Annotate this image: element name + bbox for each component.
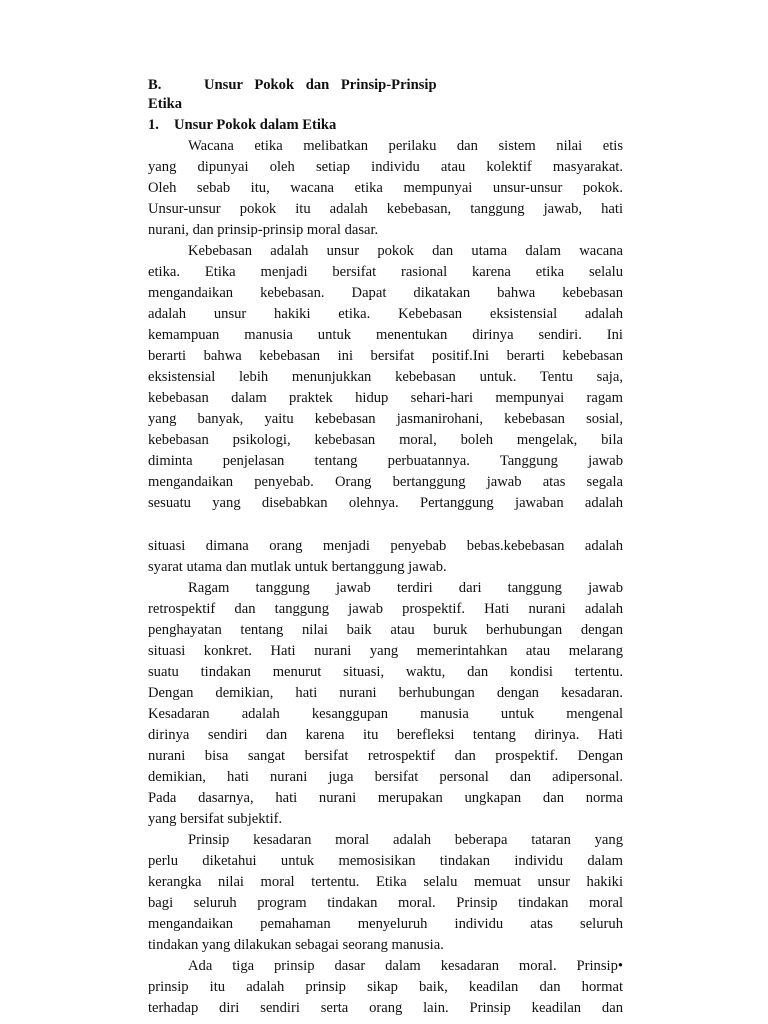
section-title: Unsur Pokok dan Prinsip-Prinsip [204,77,437,93]
paragraph-line: bagi seluruh program tindakan moral. Prinsip tindakan moral [148,895,623,911]
paragraph-line: Kebebasan adalah unsur pokok dan utama dalam wacana [188,243,623,259]
subsection-heading [148,114,623,136]
section-letter: B. [148,77,162,93]
paragraph-line: kebebasan psikologi, kebebasan moral, boleh mengelak, bila [148,432,623,448]
paragraph-line: sesuatu yang disebabkan olehnya. Pertanggung jawaban adalah [148,495,623,511]
paragraph-line: nurani bisa sangat bersifat retrospektif dan prospektif. Dengan [148,748,623,764]
paragraph-line: Wacana etika melibatkan perilaku dan sistem nilai etis [188,138,623,154]
paragraph-line: terhadap diri sendiri serta orang lain. Prinsip keadilan dan [148,1000,623,1016]
paragraph-line: yang dipunyai oleh setiap individu atau kolektif masyarakat. [148,159,623,175]
subsection-number: 1. [148,117,159,133]
paragraph-line: Ada tiga prinsip dasar dalam kesadaran moral. Prinsip• [188,958,623,974]
paragraph-continued [148,536,623,578]
paragraph-line: tindakan yang dilakukan sebagai seorang manusia. [148,937,444,953]
paragraph-line: dirinya sendiri dan karena itu berefleksi tentang dirinya. Hati [148,727,623,743]
paragraph-line: kerangka nilai moral tertentu. Etika selalu memuat unsur hakiki [148,874,623,890]
section-heading [148,76,623,114]
paragraph-5 [148,956,623,1019]
paragraph-line: situasi dimana orang menjadi penyebab bebas.kebebasan adalah [148,538,623,554]
paragraph-line: kemampuan manusia untuk menentukan dirinya sendiri. Ini [148,327,623,343]
paragraph-3 [148,578,623,830]
paragraph-line: Ragam tanggung jawab terdiri dari tanggung jawab [188,580,623,596]
paragraph-1 [148,136,623,241]
paragraph-line: retrospektif dan tanggung jawab prospektif. Hati nurani adalah [148,601,623,617]
paragraph-line: nurani, dan prinsip-prinsip moral dasar. [148,222,379,238]
paragraph-line: yang banyak, yaitu kebebasan jasmanirohani, kebebasan sosial, [148,411,623,427]
paragraph-line: Kesadaran adalah kesanggupan manusia untuk mengenal [148,706,623,722]
paragraph-line: yang bersifat subjektif. [148,811,283,827]
paragraph-line: etika. Etika menjadi bersifat rasional karena etika selalu [148,264,623,280]
paragraph-line: situasi konkret. Hati nurani yang memerintahkan atau melarang [148,643,623,659]
paragraph-line: mengandaikan pemahaman menyeluruh individu atas seluruh [148,916,623,932]
paragraph-line: eksistensial lebih menunjukkan kebebasan untuk. Tentu saja, [148,369,623,385]
subsection-title: Unsur Pokok dalam Etika [174,117,337,133]
paragraph-4 [148,830,623,956]
paragraph-line: prinsip itu adalah prinsip sikap baik, keadilan dan hormat [148,979,623,995]
paragraph-line: demikian, hati nurani juga bersifat personal dan adipersonal. [148,769,623,785]
text-block-top [148,136,623,514]
paragraph-line: kebebasan dalam praktek hidup sehari-hari mempunyai ragam [148,390,623,406]
paragraph-line: diminta penjelasan tentang perbuatannya. Tanggung jawab [148,453,623,469]
paragraph-line: Dengan demikian, hati nurani berhubungan dengan kesadaran. [148,685,623,701]
paragraph-line: mengandaikan penyebab. Orang bertanggung jawab atas segala [148,474,623,490]
text-block-bottom [148,536,623,1019]
paragraph-line: syarat utama dan mutlak untuk bertanggung jawab. [148,559,447,575]
paragraph-line: Prinsip kesadaran moral adalah beberapa tataran yang [188,832,623,848]
paragraph-line: Pada dasarnya, hati nurani merupakan ungkapan dan norma [148,790,623,806]
paragraph-line: berarti bahwa kebebasan ini bersifat positif.Ini berarti kebebasan [148,348,623,364]
document-page [148,76,623,1016]
paragraph-line: perlu diketahui untuk memosisikan tindakan individu dalam [148,853,623,869]
paragraph-line: penghayatan tentang nilai baik atau buruk berhubungan dengan [148,622,623,638]
paragraph-2 [148,241,623,514]
paragraph-line: mengandaikan kebebasan. Dapat dikatakan bahwa kebebasan [148,285,623,301]
paragraph-line: Unsur-unsur pokok itu adalah kebebasan, tanggung jawab, hati [148,201,623,217]
paragraph-line: Oleh sebab itu, wacana etika mempunyai unsur-unsur pokok. [148,180,623,196]
paragraph-line: adalah unsur hakiki etika. Kebebasan eksistensial adalah [148,306,623,322]
section-title-continued: Etika [148,96,183,112]
paragraph-line: suatu tindakan menurut situasi, waktu, dan kondisi tertentu. [148,664,623,680]
